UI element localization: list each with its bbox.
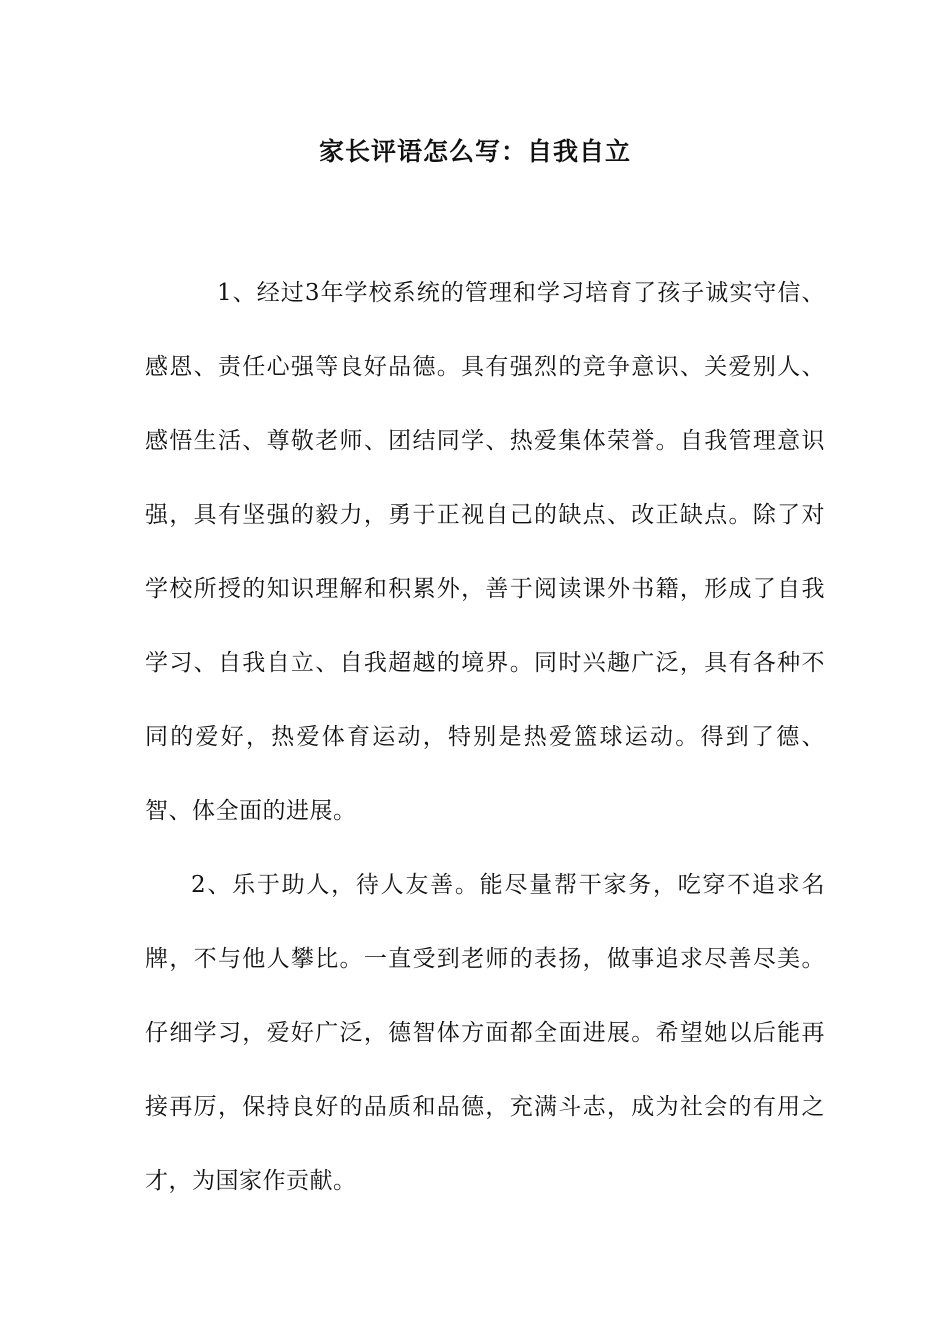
- document-body: [145, 256, 825, 1218]
- document-title: 家长评语怎么写：自我自立: [318, 137, 631, 166]
- paragraph-2: 2、乐于助人，待人友善。能尽量帮干家务，吃穿不追求名牌，不与他人攀比。一直受到老师的表扬，做事追求尽善尽美。仔细学习，爱好广泛，德智体方面都全面进展。希望她以后能再接再厉，保持良好的品质和品德，充满斗志，成为社会的有用之才，为国家作贡献。: [145, 872, 825, 1194]
- paragraph-1: 1、经过3年学校系统的管理和学习培育了孩子诚实守信、感恩、责任心强等良好品德。具有强烈的竞争意识、关爱别人、感悟生活、尊敬老师、团结同学、热爱集体荣誉。自我管理意识强，具有坚强的毅力，勇于正视自己的缺点、改正缺点。除了对学校所授的知识理解和积累外，善于阅读课外书籍，形成了自我学习、自我自立、自我超越的境界。同时兴趣广泛，具有各种不同的爱好，热爱体育运动，特别是热爱篮球运动。得到了德、智、体全面的进展。: [145, 280, 825, 824]
